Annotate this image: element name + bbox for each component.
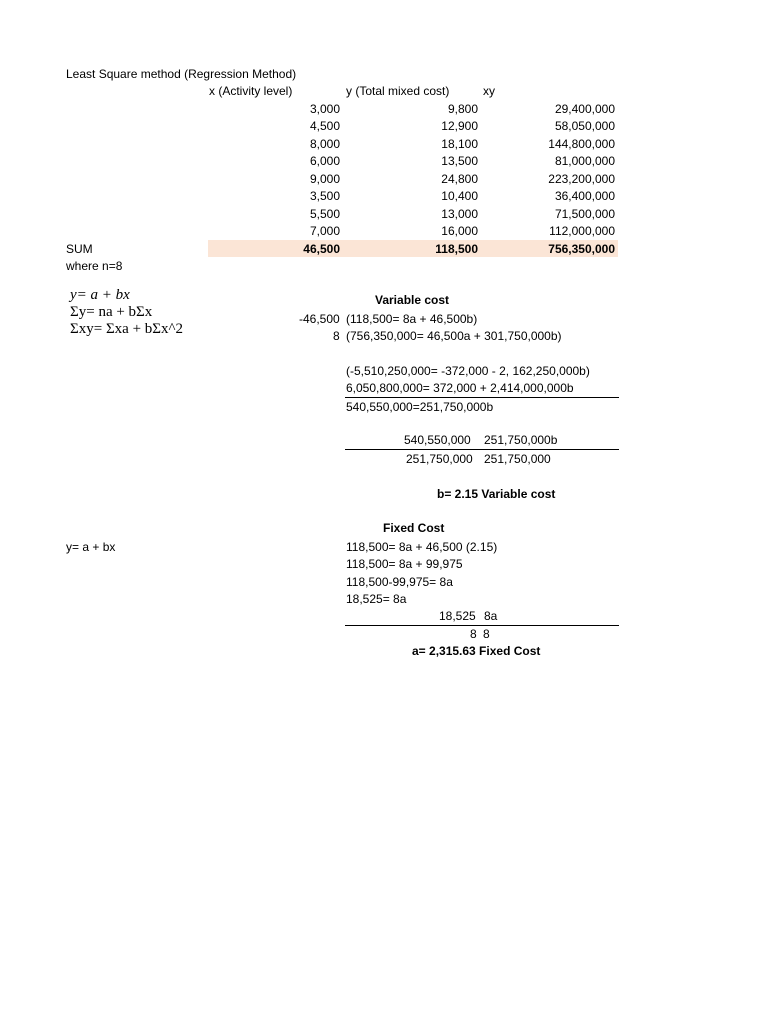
cell-y: 16,000	[441, 224, 478, 238]
sum-label: SUM	[66, 242, 93, 256]
cell-xy: 36,400,000	[554, 189, 615, 203]
cell-xy: 144,800,000	[548, 137, 615, 151]
fixed-step-3: 118,500-99,975= 8a	[346, 575, 453, 589]
fixed-fraction-denominator-left: 8	[470, 627, 477, 641]
variable-cost-heading: Variable cost	[375, 293, 450, 307]
variable-fraction-numerator-left: 540,550,000	[404, 433, 471, 447]
formula-line-2: Σy= na + bΣx	[70, 304, 153, 320]
multiplier-1: -46,500	[299, 312, 340, 326]
fixed-cost-heading: Fixed Cost	[383, 521, 445, 535]
header-x: x (Activity level)	[209, 84, 293, 98]
n-note: where n=8	[66, 259, 123, 273]
cell-y: 10,400	[441, 189, 478, 203]
equation-1: (118,500= 8a + 46,500b)	[346, 312, 478, 326]
cell-x: 8,000	[309, 137, 340, 151]
fixed-formula: y= a + bx	[66, 540, 116, 554]
cell-xy: 71,500,000	[554, 207, 615, 221]
variable-step-3: 540,550,000=251,750,000b	[346, 400, 494, 414]
variable-step-1: (-5,510,250,000= -372,000 - 2, 162,250,000b)	[346, 364, 590, 378]
fixed-step-4: 18,525= 8a	[346, 592, 407, 606]
cell-xy: 81,000,000	[554, 154, 615, 168]
cell-x: 4,500	[309, 119, 340, 133]
variable-fraction-numerator-right: 251,750,000b	[484, 433, 558, 447]
header-xy: xy	[483, 84, 495, 98]
page-title: Least Square method (Regression Method)	[66, 67, 297, 81]
cell-xy: 29,400,000	[554, 102, 615, 116]
equation-2: (756,350,000= 46,500a + 301,750,000b)	[346, 329, 562, 343]
sum-y: 118,500	[435, 242, 478, 256]
variable-fraction-denominator-right: 251,750,000	[484, 452, 551, 466]
cell-y: 13,000	[441, 207, 478, 221]
cell-x: 3,500	[309, 189, 340, 203]
fixed-step-2: 118,500= 8a + 99,975	[346, 557, 463, 571]
cell-x: 3,000	[309, 102, 340, 116]
variable-step-2: 6,050,800,000= 372,000 + 2,414,000,000b	[346, 381, 574, 395]
cell-y: 24,800	[441, 172, 478, 186]
fixed-fraction-denominator-right: 8	[483, 627, 490, 641]
cell-y: 9,800	[447, 102, 478, 116]
fixed-fraction-numerator-left: 18,525	[439, 609, 476, 623]
fraction-bar	[345, 449, 619, 450]
fixed-cost-result: a= 2,315.63 Fixed Cost	[412, 644, 541, 658]
header-y: y (Total mixed cost)	[346, 84, 450, 98]
cell-y: 12,900	[441, 119, 478, 133]
cell-xy: 112,000,000	[549, 224, 615, 238]
cell-x: 5,500	[309, 207, 340, 221]
formula-line-3: Σxy= Σxa + bΣx^2	[70, 321, 184, 337]
fixed-fraction-bar	[345, 625, 619, 626]
sum-divider-line	[345, 397, 619, 398]
cell-y: 18,100	[441, 137, 478, 151]
cell-xy: 223,200,000	[548, 172, 615, 186]
sum-x: 46,500	[303, 242, 340, 256]
cell-x: 7,000	[309, 224, 340, 238]
fixed-fraction-numerator-right: 8a	[484, 609, 498, 623]
multiplier-2: 8	[333, 329, 340, 343]
cell-x: 9,000	[309, 172, 340, 186]
fixed-step-1: 118,500= 8a + 46,500 (2.15)	[346, 540, 498, 554]
cell-y: 13,500	[441, 154, 478, 168]
variable-fraction-denominator-left: 251,750,000	[406, 452, 473, 466]
formula-line-1: y= a + bx	[70, 287, 130, 303]
cell-x: 6,000	[309, 154, 340, 168]
cell-xy: 58,050,000	[554, 119, 615, 133]
sum-xy: 756,350,000	[548, 242, 615, 256]
variable-cost-result: b= 2.15 Variable cost	[437, 487, 556, 501]
